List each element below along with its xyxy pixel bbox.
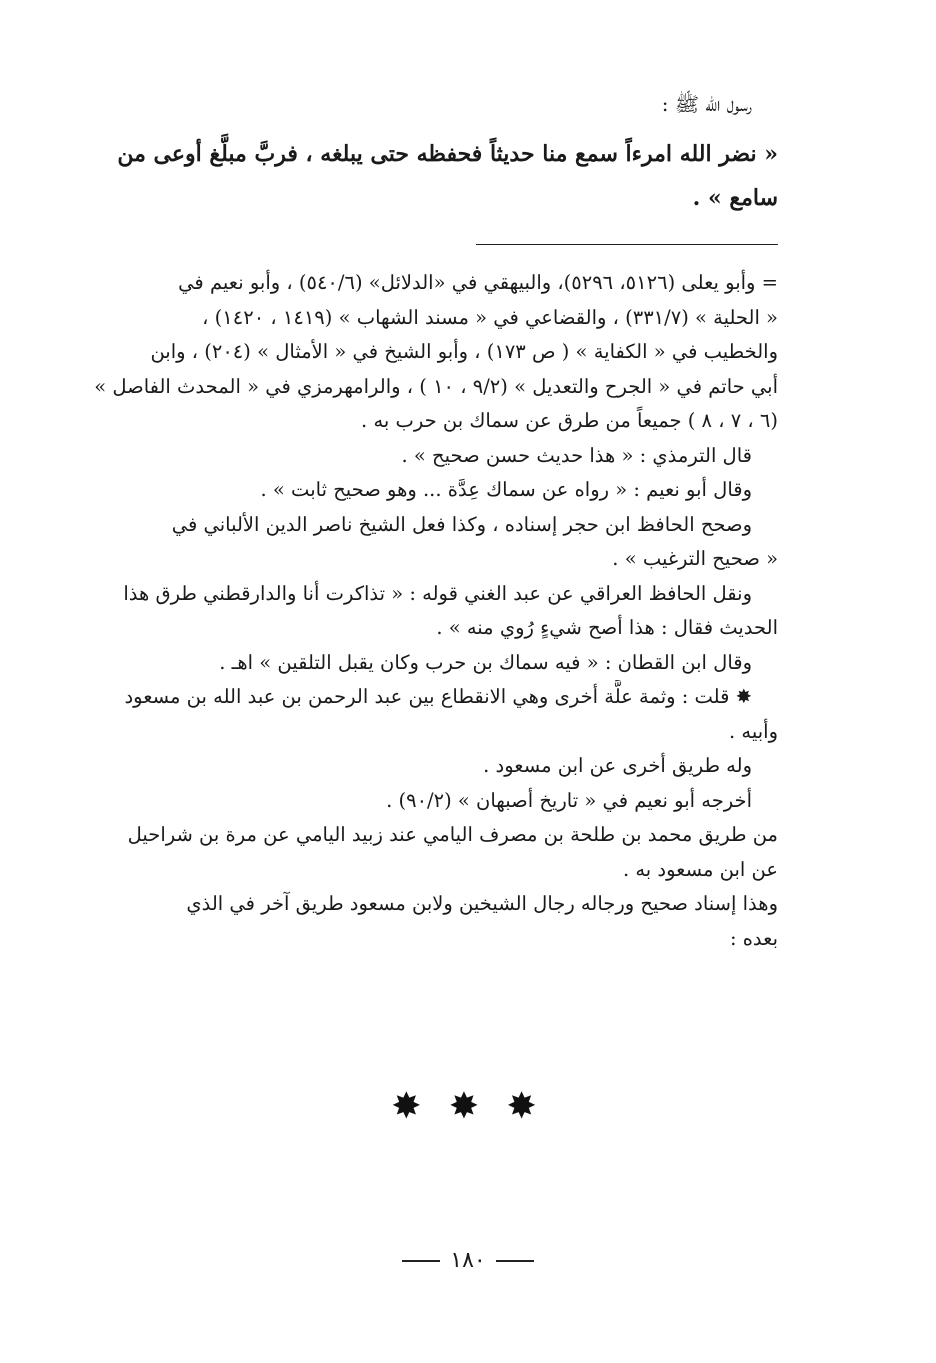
footer-dash-left: [402, 1260, 440, 1262]
note-line: ✸ قلت : وثمة علَّة أخرى وهي الانقطاع بين عبد الرحمن بن عبد الله بن مسعود: [124, 685, 752, 708]
note-line: ونقل الحافظ العراقي عن عبد الغني قوله : « تذاكرت أنا والدارقطني طرق هذا: [123, 581, 752, 605]
note-line: أخرجه أبو نعيم في « تاريخ أصبهان » (٩٠/٢) .: [386, 788, 752, 812]
hadith-line-2: سامع » .: [692, 185, 778, 211]
footer-dash-right: [496, 1260, 534, 1262]
note-line: وهذا إسناد صحيح ورجاله رجال الشيخين ولابن مسعود طريق آخر في الذي: [186, 892, 778, 915]
note-line: وقال أبو نعيم : « رواه عن سماك عِدَّة ... وهو صحيح ثابت » .: [260, 478, 752, 501]
note-line: قال الترمذي : « هذا حديث حسن صحيح » .: [401, 443, 752, 467]
note-line: عن ابن مسعود به .: [622, 857, 778, 881]
lead-line: رسول الله ﷺ :: [661, 92, 752, 116]
note-line: أبي حاتم في « الجرح والتعديل » (٩/٢ ، ١٠ ) ، والرامهرمزي في « المحدث الفاصل »: [94, 374, 778, 398]
note-line: وصحح الحافظ ابن حجر إسناده ، وكذا فعل الشيخ ناصر الدين الألباني في: [171, 512, 752, 536]
note-line: = وأبو يعلى (٥١٢٦، ٥٢٩٦)، والبيهقي في «الدلائل» (٥٤٠/٦) ، وأبو نعيم في: [178, 271, 778, 294]
footnotes-block: [86, 266, 778, 956]
note-line: وأبيه .: [729, 719, 778, 743]
note-line: والخطيب في « الكفاية » ( ص ١٧٣) ، وأبو الشيخ في « الأمثال » (٢٠٤) ، وابن: [150, 340, 778, 363]
note-line: وله طريق أخرى عن ابن مسعود .: [483, 754, 752, 777]
page-number: ١٨٠: [450, 1248, 486, 1273]
note-line: بعده :: [729, 926, 778, 950]
note-line: (٦ ، ٧ ، ٨ ) جميعاً من طرق عن سماك بن حرب به .: [361, 409, 778, 432]
footnote-separator-rule: [476, 244, 778, 245]
note-line: وقال ابن القطان : « فيه سماك بن حرب وكان يقبل التلقين » اهـ .: [219, 650, 752, 674]
section-separator-stars: ✸ ✸ ✸: [391, 1086, 545, 1127]
note-line: من طريق محمد بن طلحة بن مصرف اليامي عند زبيد اليامي عن مرة بن شراحيل: [127, 823, 778, 846]
note-line: الحديث فقال : هذا أصح شيءٍ رُوي منه » .: [436, 616, 778, 639]
note-line: « الحلية » (٣٣١/٧) ، والقضاعي في « مسند الشهاب » (١٤١٩ ، ١٤٢٠) ،: [202, 305, 778, 329]
page-footer: [0, 1248, 936, 1273]
note-line: « صحيح الترغيب » .: [612, 547, 778, 570]
hadith-line-1: « نضر الله امرءاً سمع منا حديثاً فحفظه حتى يبلغه ، فربَّ مبلَّغ أوعى من: [117, 141, 778, 167]
hadith-quote: [86, 132, 778, 220]
lead-text-block: [86, 84, 778, 124]
